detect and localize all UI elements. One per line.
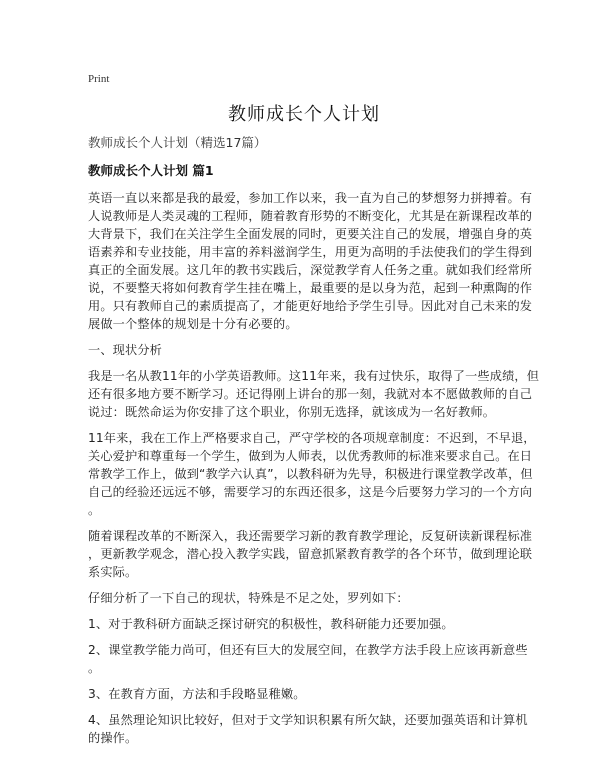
text-line: 仔细分析了一下自己的现状，特殊是不足之处，罗列如下：: [88, 591, 409, 605]
section-subheading: [88, 341, 520, 359]
paragraph: [88, 615, 520, 633]
paragraph: [88, 189, 533, 333]
text-line: 。: [88, 503, 101, 517]
text-line: 英语一直以来都是我的最爱，参加工作以来，我一直为自己的梦想努力拼搏着。有: [88, 191, 533, 205]
text-line: 4、虽然理论知识比较好，但对于文学知识积累有所欠缺，还要加强英语和计算机: [88, 713, 528, 727]
text-line: 说过：既然命运为你安排了这个职业，你别无选择，就该成为一名好教师。: [88, 405, 496, 419]
text-line: ，更新教学观念，潜心投入教学实践，留意抓紧教育教学的各个环节，做到理论联: [88, 547, 533, 561]
text-line: 展做一个整体的规划是十分有必要的。: [88, 317, 298, 331]
text-line: 系实际。: [88, 565, 138, 579]
print-label[interactable]: Print: [88, 73, 110, 85]
text-line: 说，不要整天将如何教育学生挂在嘴上，最重要的是以身为范，起到一种熏陶的作: [88, 281, 533, 295]
document-page: [88, 70, 540, 747]
text-line: 用。只有教师自己的素质提高了，才能更好地给予学生引导。因此对自己未来的发: [88, 299, 533, 313]
text-line: 人说教师是人类灵魂的工程师，随着教育形势的不断变化，尤其是在新课程改革的: [88, 209, 533, 223]
paragraph: [88, 527, 533, 581]
text-line: 还有很多地方要不断学习。还记得刚上讲台的那一刻，我就对本不愿做教师的自己: [88, 387, 533, 401]
text-line: 关心爱护和尊重每一个学生，做到为人师表，以优秀教师的标准来要求自己。在日: [88, 449, 533, 463]
text-line: 自己的经验还远远不够，需要学习的东西还很多，这是今后要努力学习的一个方向: [88, 485, 533, 499]
text-line: 常教学工作上，做到“教学六认真”，以教科研为先导，积极进行课堂教学改革，但: [88, 467, 533, 481]
paragraph: [88, 589, 520, 607]
text-line: 真正的全面发展。这几年的教书实践后，深觉教学育人任务之重。就如我们经常所: [88, 263, 533, 277]
text-line: 大背景下，我们在关注学生全面发展的同时，更要关注自己的发展，增强自身的英: [88, 227, 533, 241]
text-line: 我是一名从教11年的小学英语教师。这11年来，我有过快乐，取得了一些成绩，但: [88, 369, 540, 383]
text-line: 1、对于教科研方面缺乏探讨研究的积极性，教科研能力还要加强。: [88, 617, 454, 631]
text-line: 11年来，我在工作上严格要求自己，严守学校的各项规章制度：不迟到，不早退，: [88, 431, 536, 445]
section-heading: 教师成长个人计划 篇1: [88, 163, 214, 178]
document-subtitle: 教师成长个人计划（精选17篇）: [88, 135, 267, 150]
paragraph: [88, 685, 520, 703]
paragraph: [88, 711, 528, 747]
text-line: 随着课程改革的不断深入，我还需要学习新的教育教学理论，反复研读新课程标准: [88, 529, 533, 543]
document-body: [88, 189, 540, 747]
document-title: 教师成长个人计划: [228, 104, 380, 125]
paragraph: [88, 367, 540, 421]
text-line: 语素养和专业技能，用丰富的养料滋润学生，用更为高明的手法使我们的学生得到: [88, 245, 533, 259]
text-line: 3、在教育方面，方法和手段略显稚嫩。: [88, 687, 306, 701]
text-line: 。: [88, 661, 101, 675]
text-line: 2、课堂教学能力尚可，但还有巨大的发展空间，在教学方法手段上应该再新意些: [88, 643, 528, 657]
text-line: 的操作。: [88, 731, 138, 745]
paragraph: [88, 429, 536, 519]
text-line: 一、现状分析: [88, 343, 163, 357]
paragraph: [88, 641, 528, 677]
